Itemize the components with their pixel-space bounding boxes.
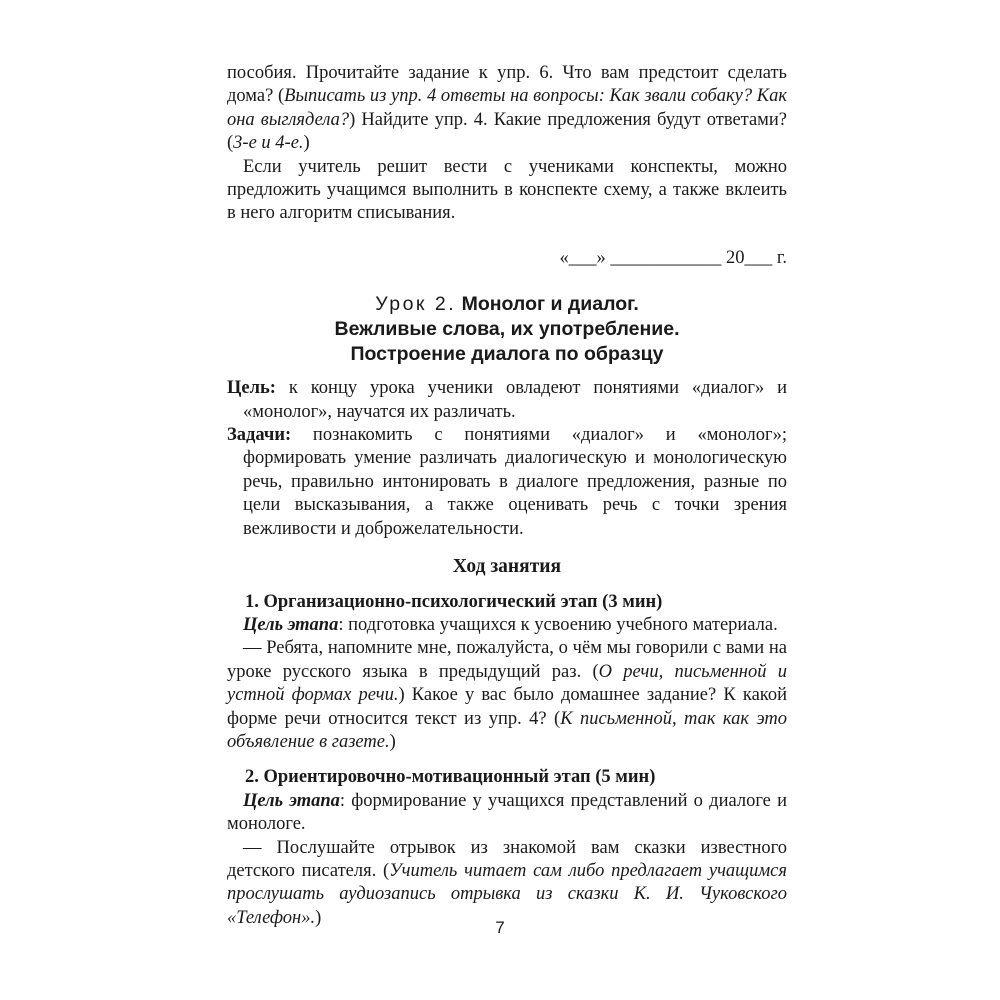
stage-2-speech [227, 837, 787, 931]
date-line: «___» ____________ 20___ г. [559, 247, 787, 268]
lesson-topic: Монолог и диалог. [461, 293, 639, 316]
speech-text: ) [389, 731, 396, 752]
goal-text: к концу урока ученики овладеют понятиями «диалог» и «монолог», научатся их различать. [243, 378, 788, 422]
intro-answer-italic: 3-е и 4-е. [233, 133, 304, 154]
stage-goal-text: : подготовка учащихся к усвоению учебного материала. [338, 614, 778, 635]
stage-1-speech [227, 637, 787, 754]
lesson-title-line-3 [227, 342, 787, 367]
speech-text: — Ребята, напомните мне, пожалуйста, о чём мы говорили с вами на уроке русского языка в предыдущий раз. ( [227, 638, 787, 682]
stage-2-title: 2. Ориентировочно-мотивационный этап (5 мин) [245, 767, 656, 788]
speech-note-italic: Учитель читает сам либо предлагает учащимся прослушать аудиозапись отрывка из сказки К. И. Чуковского «Телефон». [227, 860, 787, 928]
speech-text: ) Какое у вас было домашнее задание? К какой форме речи относится текст из упр. 4? ( [227, 685, 787, 729]
lesson-topic: Вежливые слова, их употребление. [334, 318, 680, 341]
tasks-text: познакомить с понятиями «диалог» и «монолог»; формировать умение различать диалогическую и монологическую речь, правильно интонировать в диалоге предложения, разные по цели высказывания, а также оценивать речь с точки зрения вежливости и доброжелательности. [243, 425, 788, 539]
stage-goal-label: Цель этапа [243, 790, 340, 811]
lesson-topic: Построение диалога по образцу [350, 343, 664, 366]
lesson-title-line-1 [227, 292, 787, 317]
stage-goal-label: Цель этапа [243, 614, 339, 635]
speech-text: — Послушайте отрывок из знакомой вам сказки известного детского писателя. ( [227, 837, 787, 881]
stage-goal-text: : формирование у учащихся представлений о диалоге и монологе. [227, 790, 787, 835]
tasks-label: Задачи: [227, 425, 292, 446]
course-heading: Ход занятия [452, 556, 562, 578]
lesson-title-line-2 [227, 317, 787, 342]
speech-answer-italic: О речи, письменной и устной формах речи. [227, 661, 788, 706]
intro-text: ) [303, 133, 310, 154]
intro-paragraph-1 [227, 62, 787, 156]
lesson-label: Урок 2. [375, 293, 457, 316]
goal-label: Цель: [227, 378, 276, 399]
stage-1-goal [227, 614, 787, 637]
lesson-title [227, 292, 787, 367]
lesson-tasks [227, 424, 787, 541]
page-number: 7 [495, 918, 505, 937]
intro-paragraph-2: Если учитель решит вести с учениками конспекты, можно предложить учащимся выполнить в конспекте схему, а также вклеить в него алгоритм списывания. [227, 156, 787, 224]
speech-text: ) [315, 907, 322, 928]
stage-1-title: 1. Организационно-психологический этап (3 мин) [245, 591, 663, 612]
intro-answer-italic: Выписать из упр. 4 ответы на вопросы: Как звали собаку? Как она выглядела? [227, 86, 787, 130]
speech-answer-italic: К письменной, так как это объявление в газете. [227, 708, 787, 752]
intro-text: пособия. Прочитайте задание к упр. 6. Что вам предстоит сделать дома? ( [227, 63, 787, 107]
lesson-goal [227, 377, 787, 424]
book-page [227, 62, 787, 930]
intro-text: ) Найдите упр. 4. Какие предложения будут ответами? ( [227, 109, 787, 154]
stage-2-goal [227, 790, 787, 837]
